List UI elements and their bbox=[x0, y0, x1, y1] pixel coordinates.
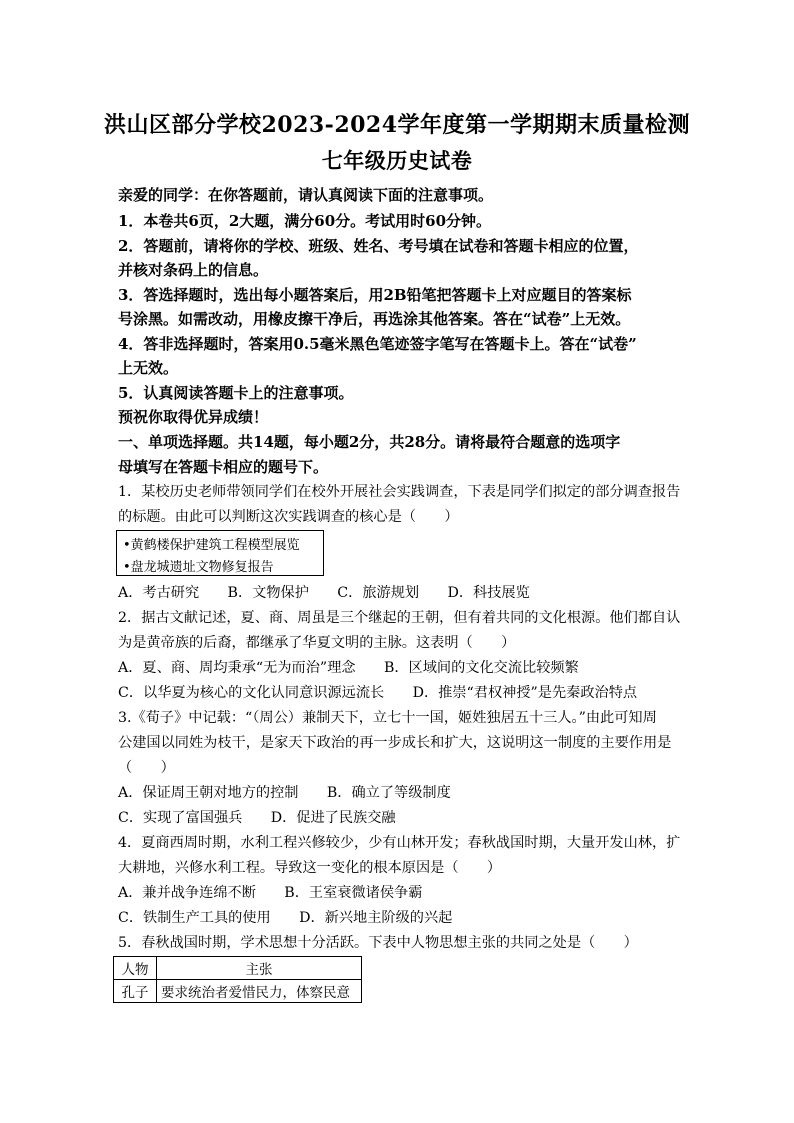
q1-stem-line1: 1．某校历史老师带领同学们在校外开展社会实践调查，下表是同学们拟定的部分调查报告 bbox=[118, 484, 681, 500]
q2-options-cd: C．以华夏为核心的文化认同意识源远流长 D．推崇“君权神授”是先秦政治特点 bbox=[118, 685, 638, 701]
q1-title-box bbox=[116, 530, 324, 576]
q5-row1-person: 孔子 bbox=[114, 980, 157, 1003]
section-1-heading-line2: 母填写在答题卡相应的题号下。 bbox=[118, 458, 329, 476]
q3-stem-line2: 公建国以同姓为枝干，是家天下政治的再一步成长和扩大，这说明这一制度的主要作用是 bbox=[118, 735, 672, 751]
notice-wish: 预祝你取得优异成绩！ bbox=[118, 408, 269, 426]
q2-options-ab: A．夏、商、周均秉承“无为而治”理念 B．区域间的文化交流比较频繁 bbox=[118, 660, 579, 676]
q5-header-person: 人物 bbox=[114, 957, 157, 980]
table-row bbox=[114, 980, 362, 1003]
q4-stem-line2: 大耕地，兴修水利工程。导致这一变化的根本原因是（ ） bbox=[118, 860, 502, 876]
q3-options-cd: C．实现了富国强兵 D．促进了民族交融 bbox=[118, 810, 396, 826]
notice-greeting: 亲爱的同学：在你答题前，请认真阅读下面的注意事项。 bbox=[118, 186, 494, 204]
notice-item-2-line2: 并核对条码上的信息。 bbox=[118, 261, 269, 279]
notice-item-2-line1: 2．答题前，请将你的学校、班级、姓名、考号填在试卷和答题卡相应的位置， bbox=[118, 237, 639, 255]
q2-stem-line2: 为是黄帝族的后裔，都继承了华夏文明的主脉。这表明（ ） bbox=[118, 635, 516, 651]
q3-stem-line1: 3.《荀子》中记载：“（周公）兼制天下，立七十一国，姬姓独居五十三人。”由此可知周 bbox=[118, 710, 657, 726]
exam-subtitle: 七年级历史试卷 bbox=[321, 148, 473, 173]
q4-options-cd: C．铁制生产工具的使用 D．新兴地主阶级的兴起 bbox=[118, 910, 453, 926]
q5-stem-line1: 5．春秋战国时期，学术思想十分活跃。下表中人物思想主张的共同之处是（ ） bbox=[118, 935, 638, 951]
q5-row1-idea: 要求统治者爱惜民力，体察民意 bbox=[157, 980, 362, 1003]
q1-box-item-1: •黄鹤楼保护建筑工程模型展览 bbox=[123, 538, 300, 553]
q2-stem-line1: 2．据古文献记述，夏、商、周虽是三个继起的王朝，但有着共同的文化根源。他们都自认 bbox=[118, 610, 681, 626]
q1-stem-line2: 的标题。由此可以判断这次实践调查的核心是（ ） bbox=[118, 509, 459, 525]
q3-stem-line3: （ ） bbox=[118, 760, 175, 776]
notice-item-4-line1: 4．答非选择题时，答案用0.5毫米黑色笔迹签字笔写在答题卡上。答在“试卷” bbox=[118, 335, 637, 353]
q4-stem-line1: 4．夏商西周时期，水利工程兴修较少，少有山林开发；春秋战国时期，大量开发山林，扩 bbox=[118, 835, 681, 851]
q1-options: A．考古研究 B．文物保护 C．旅游规划 D．科技展览 bbox=[118, 585, 530, 601]
table-header-row bbox=[114, 957, 362, 980]
notice-item-3-line1: 3．答选择题时，选出每小题答案后，用2B铅笔把答题卡上对应题目的答案标 bbox=[118, 286, 632, 304]
q3-options-ab: A．保证周王朝对地方的控制 B．确立了等级制度 bbox=[118, 785, 451, 801]
notice-item-4-line2: 上无效。 bbox=[118, 359, 179, 377]
q5-header-idea: 主张 bbox=[157, 957, 362, 980]
notice-item-1: 1．本卷共6页，2大题，满分60分。考试用时60分钟。 bbox=[118, 212, 492, 230]
q4-options-ab: A．兼并战争连绵不断 B．王室衰微诸侯争霸 bbox=[118, 885, 423, 901]
q1-box-item-2: •盘龙城遗址文物修复报告 bbox=[123, 560, 274, 575]
section-1-heading-line1: 一、单项选择题。共14题，每小题2分，共28分。请将最符合题意的选项字 bbox=[118, 433, 621, 451]
q5-table bbox=[113, 956, 362, 1003]
exam-title: 洪山区部分学校2023-2024学年度第一学期期末质量检测 bbox=[103, 112, 691, 138]
notice-item-3-line2: 号涂黑。如需改动，用橡皮擦干净后，再选涂其他答案。答在“试卷”上无效。 bbox=[118, 310, 631, 328]
notice-item-5: 5．认真阅读答题卡上的注意事项。 bbox=[118, 384, 354, 402]
